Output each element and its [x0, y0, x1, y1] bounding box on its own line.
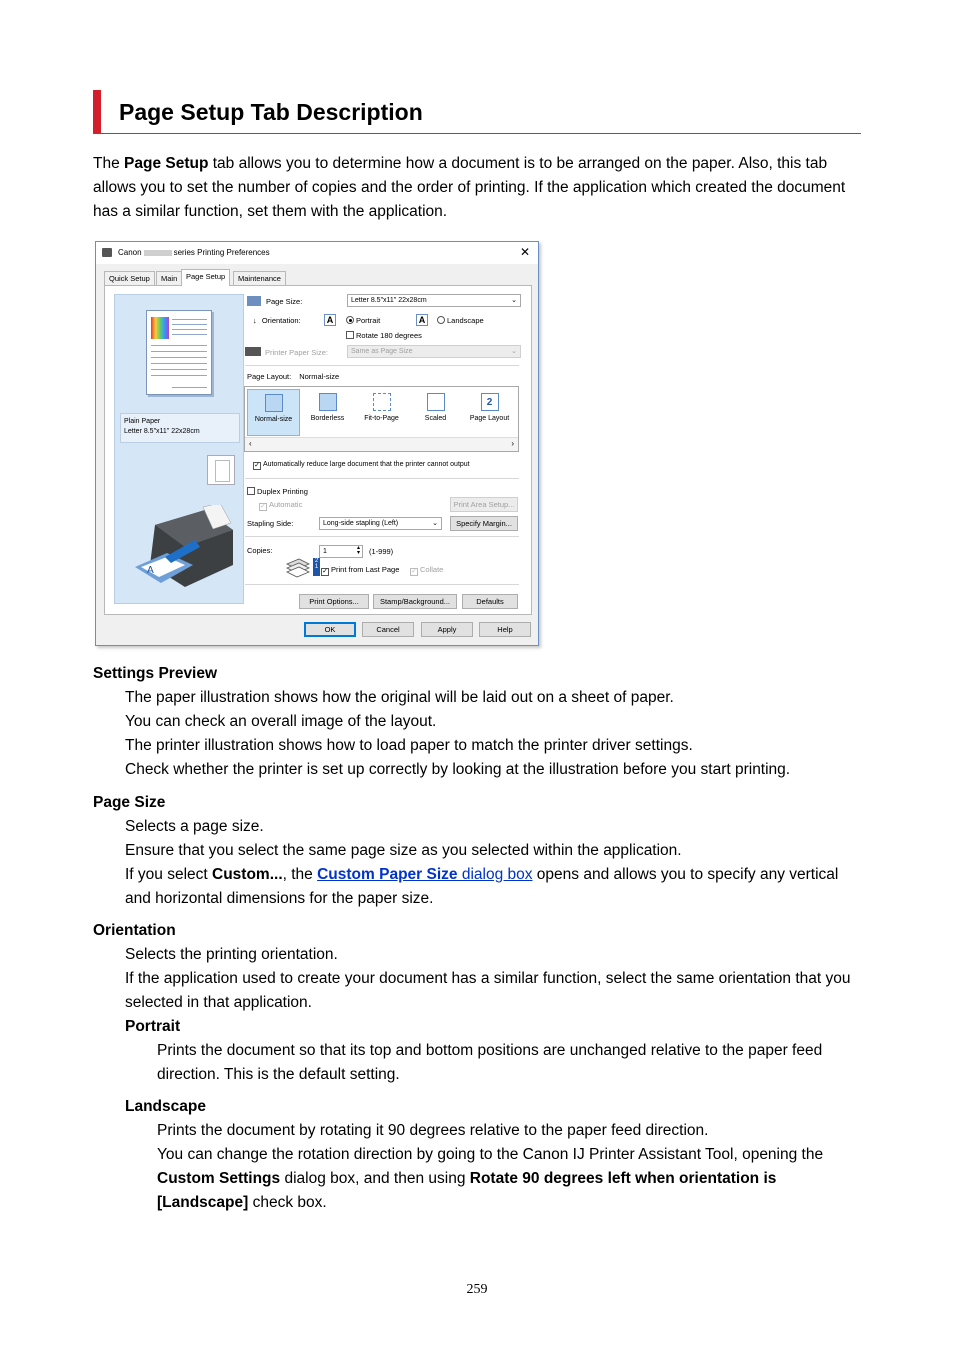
page-layout-list — [244, 386, 519, 452]
apply-button[interactable]: Apply — [421, 622, 473, 637]
printer-app-icon — [102, 248, 112, 257]
section-title-block — [93, 90, 861, 134]
sort-order-icon: 2 1 — [313, 558, 320, 576]
ok-button[interactable]: OK — [304, 622, 356, 637]
portrait-heading: Portrait — [125, 1018, 181, 1035]
duplex-printing-checkbox[interactable]: Duplex Printing — [247, 487, 308, 496]
automatic-checkbox[interactable]: ✓ Automatic — [260, 500, 303, 510]
layout-page-layout[interactable]: 2 Page Layout — [463, 389, 516, 436]
auto-reduce-checkbox[interactable]: ✓ Automatically reduce large document that the printer cannot output — [254, 461, 470, 469]
collate-checkbox[interactable]: ✓ Collate — [411, 565, 444, 575]
print-options-button[interactable]: Print Options... — [299, 594, 369, 609]
paper-illustration — [146, 310, 212, 395]
page-layout-label: Page Layout: — [247, 372, 292, 381]
copies-stack-icon — [285, 556, 311, 578]
specify-margin-button[interactable]: Specify Margin... — [450, 516, 518, 531]
portrait-text: Prints the document so that its top and bottom positions are unchanged relative to the paper feed direction. This is the default setting. — [157, 1042, 823, 1083]
page-layout-value: Normal-size — [299, 372, 340, 381]
title-accent-bar — [93, 90, 101, 133]
printer-illustration — [125, 505, 240, 590]
printing-preferences-dialog — [95, 241, 539, 646]
custom-paper-size-link[interactable]: Custom Paper Size dialog box — [317, 866, 533, 883]
landscape-orientation-icon: A — [416, 314, 428, 326]
stapling-side-label: Stapling Side: — [247, 519, 294, 528]
printer-paper-size-label: Printer Paper Size: — [265, 348, 328, 357]
page-size-icon — [247, 296, 261, 306]
orientation-icon: ↓ — [253, 316, 259, 325]
page-setup-panel — [104, 285, 532, 615]
page-title: Page Setup Tab Description — [119, 99, 423, 125]
copies-range: (1-999) — [369, 547, 394, 556]
page-layout-icon: 2 — [481, 393, 499, 411]
layout-scaled[interactable]: Scaled — [409, 389, 462, 436]
stamp-background-button[interactable]: Stamp/Background... — [373, 594, 457, 609]
cancel-button[interactable]: Cancel — [362, 622, 414, 637]
chevron-down-icon: ⌄ — [511, 348, 517, 355]
orientation-label: Orientation: — [261, 316, 301, 325]
landscape-heading: Landscape — [125, 1098, 206, 1115]
defaults-button[interactable]: Defaults — [462, 594, 518, 609]
portrait-radio[interactable]: Portrait — [346, 316, 380, 325]
stapling-side-select[interactable]: Long-side stapling (Left) ⌄ — [319, 517, 442, 530]
settings-preview-heading: Settings Preview — [93, 665, 218, 682]
page-size-text: Selects a page size. Ensure that you select the same page size as you selected within the application. If you select Custom..., the Custom Paper Size dialog box opens and allows you to specify any vertical and horizontal dimensions for the paper size. — [125, 818, 839, 907]
portrait-orientation-icon: A — [324, 314, 336, 326]
scroll-left-icon[interactable]: ‹ — [249, 439, 252, 448]
paper-info-box: Plain Paper Letter 8.5"x11" 22x28cm — [120, 413, 240, 443]
tab-page-setup[interactable]: Page Setup — [181, 269, 230, 286]
orientation-text: Selects the printing orientation. If the application used to create your document has a similar function, select the same orientation that you selected in that application. — [125, 946, 851, 1011]
page-number: 259 — [466, 1282, 488, 1297]
landscape-text: Prints the document by rotating it 90 degrees relative to the paper feed direction. You can change the rotation direction by going to the Canon IJ Printer Assistant Tool, opening the Custom Settings dialog box, and then using Rotate 90 degrees left when orientation is [Landscape] check box. — [157, 1122, 824, 1211]
borderless-icon — [319, 393, 337, 411]
copies-label: Copies: — [247, 546, 273, 555]
layout-normal-size[interactable]: Normal-size — [247, 389, 300, 436]
intro-paragraph: The Page Setup tab allows you to determine how a document is to be arranged on the paper. Also, this tab allows you to set the number of copies and the order of printing. If the application which created the document has a similar function, set them with the application. — [93, 155, 846, 220]
close-icon[interactable]: ✕ — [519, 245, 530, 259]
layout-fit-to-page[interactable]: Fit-to-Page — [355, 389, 408, 436]
page-size-heading: Page Size — [93, 794, 166, 811]
page-size-select[interactable]: Letter 8.5"x11" 22x28cm ⌄ — [347, 294, 521, 307]
scaled-icon — [427, 393, 445, 411]
tab-quick-setup[interactable]: Quick Setup — [104, 271, 155, 285]
layout-scrollbar[interactable] — [245, 437, 518, 451]
printer-paper-size-select[interactable]: Same as Page Size ⌄ — [347, 345, 521, 358]
dialog-title-bar: Canon series Printing Preferences ✕ — [96, 242, 538, 264]
rotate-180-checkbox[interactable]: Rotate 180 degrees — [346, 331, 422, 340]
printer-paper-icon — [245, 347, 261, 356]
svg-text:A: A — [147, 565, 154, 576]
tab-main[interactable]: Main — [156, 271, 182, 285]
settings-preview-text: The paper illustration shows how the original will be laid out on a sheet of paper. You can check an overall image of the layout. The printer illustration shows how to load paper to match the printer driver settings. Check whether the printer is set up correctly by looking at the illustration before you start printing. — [125, 689, 791, 778]
intro-bold-term: Page Setup — [124, 155, 209, 172]
landscape-radio[interactable]: Landscape — [437, 316, 484, 325]
paper-orientation-icon — [207, 455, 235, 485]
settings-preview-area — [114, 294, 244, 604]
scroll-right-icon[interactable]: › — [511, 439, 514, 448]
layout-borderless[interactable]: Borderless — [301, 389, 354, 436]
print-from-last-page-checkbox[interactable]: ✓ Print from Last Page — [322, 565, 400, 575]
spin-arrows-icon[interactable]: ▴ ▾ — [356, 545, 360, 556]
chevron-down-icon: ⌄ — [511, 297, 517, 304]
normal-size-icon — [265, 394, 283, 412]
blurred-model-name — [144, 250, 172, 256]
chevron-down-icon: ⌄ — [432, 520, 438, 527]
copies-spinbox[interactable]: 1 ▴ ▾ — [319, 545, 363, 558]
print-area-setup-button[interactable]: Print Area Setup... — [450, 497, 518, 512]
help-button[interactable]: Help — [479, 622, 531, 637]
page-size-label: Page Size: — [266, 297, 303, 306]
orientation-heading: Orientation — [93, 922, 176, 939]
fit-to-page-icon — [373, 393, 391, 411]
tab-maintenance[interactable]: Maintenance — [233, 271, 286, 285]
